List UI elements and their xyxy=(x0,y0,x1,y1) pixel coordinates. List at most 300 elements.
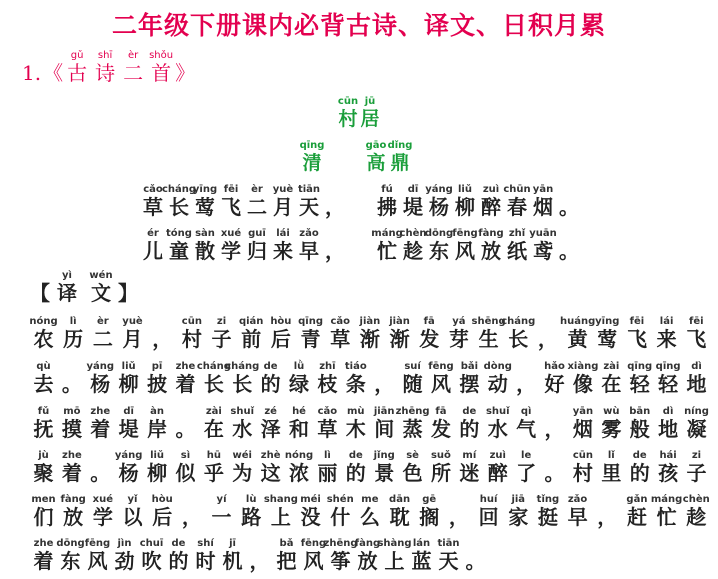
pinyin: zi xyxy=(691,450,702,461)
ruby-char xyxy=(386,316,413,350)
ruby-char xyxy=(534,494,561,528)
pinyin: liǔ xyxy=(458,184,472,195)
ruby-char xyxy=(655,450,682,484)
pinyin: zài xyxy=(603,361,620,372)
ruby-char xyxy=(218,228,244,262)
hanzi: 抚 xyxy=(33,417,54,441)
ruby-char xyxy=(371,406,398,440)
pinyin: tiān xyxy=(297,184,321,195)
pinyin: yáng xyxy=(114,450,143,461)
hanzi xyxy=(358,196,365,218)
ruby-char xyxy=(484,361,511,395)
pinyin: le xyxy=(521,450,532,461)
ruby-char xyxy=(452,184,478,218)
ruby-char xyxy=(452,228,478,262)
pinyin: yuè xyxy=(272,184,294,195)
translation-label xyxy=(30,270,138,304)
pinyin: de xyxy=(462,406,477,417)
pinyin: suí xyxy=(404,361,421,372)
pinyin: fú xyxy=(381,184,393,195)
ruby-char xyxy=(149,494,176,528)
hanzi: 在 xyxy=(203,417,224,441)
hanzi: 生 xyxy=(478,327,499,351)
ruby-char xyxy=(88,270,114,304)
ruby-char xyxy=(172,361,199,395)
ruby-char xyxy=(683,406,710,440)
hanzi: 着 xyxy=(33,549,54,573)
hanzi: 村 xyxy=(181,327,202,351)
pinyin: sàn xyxy=(195,228,215,239)
ruby-char xyxy=(598,361,625,395)
ruby-char xyxy=(513,450,540,484)
ruby-char xyxy=(408,538,435,572)
hanzi: 去 xyxy=(33,372,54,396)
ruby-char xyxy=(270,184,296,218)
ruby-char xyxy=(399,361,426,395)
pinyin: men xyxy=(31,494,56,505)
hanzi: 把 xyxy=(276,549,297,573)
ruby-char xyxy=(192,228,218,262)
pinyin: fēng xyxy=(452,228,478,239)
pinyin: nóng xyxy=(284,450,314,461)
hanzi: 柳 xyxy=(147,461,168,485)
hanzi: 醉 xyxy=(481,195,501,219)
pinyin: zhēng xyxy=(395,406,430,417)
ruby-char xyxy=(229,406,256,440)
hanzi: 像 xyxy=(572,372,593,396)
ruby-char xyxy=(238,316,265,350)
pinyin: zhī xyxy=(319,361,336,372)
ruby-char xyxy=(594,316,621,350)
pinyin: fā xyxy=(423,316,435,327)
ruby-char xyxy=(471,316,506,351)
hanzi: 着 xyxy=(90,417,111,441)
hanzi: 村 xyxy=(338,108,358,130)
hanzi: 二 xyxy=(247,195,267,219)
hanzi: 学 xyxy=(92,505,113,529)
ruby-char xyxy=(655,406,682,440)
ruby-char xyxy=(30,316,57,350)
ruby-char xyxy=(569,406,596,440)
pinyin: jiàn xyxy=(359,316,381,327)
pinyin: hái xyxy=(659,450,677,461)
punctuation xyxy=(556,184,582,218)
ruby-char xyxy=(623,316,650,350)
ruby-char xyxy=(115,450,142,484)
ruby-char xyxy=(314,450,341,484)
hanzi: 飞 xyxy=(626,327,647,351)
hanzi: 忙 xyxy=(377,239,397,263)
pinyin: cháng xyxy=(161,184,197,195)
hanzi: ， xyxy=(516,372,537,396)
pinyin: shang xyxy=(263,494,298,505)
hanzi: 筝 xyxy=(330,549,351,573)
ruby-char xyxy=(30,538,57,572)
pinyin: gē xyxy=(422,494,437,505)
hanzi: 堤 xyxy=(118,417,139,441)
ruby-char xyxy=(148,50,174,84)
pinyin: shēng xyxy=(471,316,506,327)
punctuation xyxy=(594,494,621,528)
hanzi: 长 xyxy=(232,372,253,396)
pinyin: èr xyxy=(96,316,109,327)
ruby-char xyxy=(257,361,284,395)
hanzi: 披 xyxy=(147,372,168,396)
hanzi: 趁 xyxy=(686,505,707,529)
pinyin: yuè xyxy=(122,316,143,327)
hanzi: 青 xyxy=(300,327,321,351)
hanzi: 里 xyxy=(601,461,622,485)
ruby-char xyxy=(399,450,426,484)
ruby-char xyxy=(456,450,483,484)
pinyin: bǎi xyxy=(460,361,479,372)
pinyin: qīng xyxy=(627,361,653,372)
pinyin: zǎo xyxy=(299,228,319,239)
ruby-char xyxy=(229,450,256,484)
ruby-char xyxy=(374,184,400,218)
hanzi: 后 xyxy=(270,327,291,351)
ruby-char xyxy=(57,538,84,572)
pinyin: zhe xyxy=(33,538,54,549)
ruby-char xyxy=(257,450,284,484)
hanzi: 岸 xyxy=(147,417,168,441)
ruby-char xyxy=(119,316,146,350)
poem-line-1 xyxy=(140,184,582,218)
ruby-char xyxy=(456,361,483,395)
pinyin: wén xyxy=(89,270,113,281)
hanzi: 以 xyxy=(122,505,143,529)
pinyin: huí xyxy=(479,494,498,505)
pinyin: dī xyxy=(123,406,134,417)
pinyin: àn xyxy=(150,406,164,417)
pinyin: yǐ xyxy=(127,494,138,505)
pinyin: cǎo xyxy=(143,184,163,195)
ruby-char xyxy=(144,450,171,484)
ruby-char xyxy=(435,538,462,572)
pinyin: èr xyxy=(127,50,139,61)
hanzi: 放 xyxy=(481,239,501,263)
hanzi: 飞 xyxy=(686,327,707,351)
pinyin: jī xyxy=(229,538,236,549)
pinyin: tiān xyxy=(437,538,460,549)
pinyin: qián xyxy=(238,316,264,327)
hanzi: 们 xyxy=(33,505,54,529)
pinyin: lù xyxy=(245,494,257,505)
hanzi: 放 xyxy=(357,549,378,573)
pinyin: fēi xyxy=(629,316,645,327)
hanzi: 路 xyxy=(241,505,262,529)
hanzi: 醉 xyxy=(487,461,508,485)
hanzi: ， xyxy=(537,327,558,351)
hanzi: 。 xyxy=(90,461,111,485)
hanzi: 的 xyxy=(629,461,650,485)
hanzi: ， xyxy=(325,195,345,219)
hanzi: ， xyxy=(544,417,565,441)
pinyin: lì xyxy=(323,450,331,461)
hanzi: 诗 xyxy=(95,61,116,85)
hanzi: ， xyxy=(374,372,395,396)
hanzi: 天 xyxy=(299,195,319,219)
ruby-char xyxy=(427,361,454,395)
ruby-char xyxy=(323,538,358,573)
pinyin: tiáo xyxy=(344,361,367,372)
hanzi: 上 xyxy=(384,549,405,573)
pinyin: lǐ xyxy=(607,450,615,461)
ruby-char xyxy=(342,450,369,484)
hanzi: 。 xyxy=(61,372,82,396)
hanzi: 月 xyxy=(273,195,293,219)
hanzi: ， xyxy=(325,239,345,263)
ruby-char xyxy=(87,406,114,440)
punctuation xyxy=(445,494,472,528)
hanzi: 农 xyxy=(33,327,54,351)
pinyin: cháng xyxy=(225,361,260,372)
pinyin: jū xyxy=(364,96,376,107)
hanzi: ， xyxy=(597,505,618,529)
pinyin: mō xyxy=(63,406,81,417)
pinyin: zuì xyxy=(482,184,500,195)
pinyin: zhēng xyxy=(323,538,358,549)
pinyin: hǎo xyxy=(544,361,565,372)
ruby-char xyxy=(426,184,452,218)
hanzi: 纸 xyxy=(507,239,527,263)
pinyin: zǎo xyxy=(567,494,588,505)
ruby-char xyxy=(144,406,171,440)
pinyin: yuān xyxy=(529,228,557,239)
hanzi: 么 xyxy=(359,505,380,529)
hanzi: 和 xyxy=(289,417,310,441)
ruby-char xyxy=(244,228,270,262)
hanzi: 迷 xyxy=(459,461,480,485)
pinyin: ér xyxy=(147,228,159,239)
hanzi: 童 xyxy=(169,239,189,263)
ruby-char xyxy=(297,316,324,350)
hanzi: 月 xyxy=(122,327,143,351)
hanzi: 水 xyxy=(487,417,508,441)
ruby-char xyxy=(30,361,57,395)
ruby-char xyxy=(530,228,556,262)
hanzi: 条 xyxy=(345,372,366,396)
pinyin: dān xyxy=(389,494,411,505)
translation-line-6 xyxy=(30,538,710,572)
hanzi: 蒸 xyxy=(402,417,423,441)
hanzi: 东 xyxy=(429,239,449,263)
hanzi: 子 xyxy=(686,461,707,485)
pinyin: lán xyxy=(412,538,431,549)
hanzi: 二 xyxy=(92,327,113,351)
translation-line-3 xyxy=(30,406,710,440)
ruby-char xyxy=(501,316,536,351)
pinyin: yí xyxy=(216,494,227,505)
ruby-char xyxy=(267,316,294,350)
pinyin: fàng xyxy=(354,538,381,549)
byline-gap xyxy=(324,140,364,174)
hanzi: 动 xyxy=(487,372,508,396)
ruby-char xyxy=(356,494,383,528)
ruby-char xyxy=(297,494,324,528)
pinyin: cūn xyxy=(337,96,359,107)
hanzi: 来 xyxy=(273,239,293,263)
hanzi: 古 xyxy=(67,61,88,85)
hanzi: 长 xyxy=(169,195,189,219)
hanzi: 首 xyxy=(151,61,172,85)
ruby-char xyxy=(286,406,313,440)
ruby-char xyxy=(196,361,231,396)
punctuation xyxy=(172,406,199,440)
pinyin: yīng xyxy=(192,184,218,195)
ruby-char xyxy=(30,450,57,484)
hanzi: ， xyxy=(448,505,469,529)
hanzi xyxy=(358,240,365,262)
punctuation xyxy=(534,316,561,350)
spacer xyxy=(348,228,374,262)
hanzi: 烟 xyxy=(572,417,593,441)
pinyin: wù xyxy=(603,406,620,417)
hanzi: 了 xyxy=(516,461,537,485)
pinyin: xiàng xyxy=(567,361,599,372)
ruby-char xyxy=(683,361,710,395)
ruby-char xyxy=(270,228,296,262)
pinyin: zhe xyxy=(62,450,82,461)
hanzi: 渐 xyxy=(359,327,380,351)
poem-dynasty xyxy=(300,140,324,174)
pinyin: dòng xyxy=(483,361,512,372)
pinyin: xué xyxy=(92,494,114,505)
hanzi: 。 xyxy=(544,461,565,485)
ruby-char xyxy=(161,184,197,219)
hanzi: 的 xyxy=(459,417,480,441)
ruby-char xyxy=(484,450,511,484)
pinyin: èr xyxy=(251,184,263,195)
hanzi: 浓 xyxy=(289,461,310,485)
hanzi: 早 xyxy=(567,505,588,529)
pinyin: dōng xyxy=(424,228,454,239)
hanzi: 杨 xyxy=(118,461,139,485)
hanzi: 轻 xyxy=(629,372,650,396)
hanzi: 气 xyxy=(516,417,537,441)
ruby-char xyxy=(200,406,227,440)
ruby-char xyxy=(89,494,116,528)
hanzi: 孩 xyxy=(658,461,679,485)
ruby-char xyxy=(400,184,426,218)
ruby-char xyxy=(623,494,650,528)
pinyin: shǒu xyxy=(149,50,174,61)
hanzi: 来 xyxy=(656,327,677,351)
pinyin: shén xyxy=(326,494,354,505)
ruby-char xyxy=(286,450,313,484)
hanzi: 鼎 xyxy=(390,152,410,174)
hanzi: 回 xyxy=(478,505,499,529)
pinyin: shī xyxy=(97,50,113,61)
ruby-char xyxy=(567,361,599,396)
ruby-char xyxy=(218,184,244,218)
pinyin: me xyxy=(361,494,379,505)
section-title xyxy=(63,50,175,84)
ruby-char xyxy=(166,228,192,262)
hanzi: 为 xyxy=(232,461,253,485)
pinyin: gāo xyxy=(365,140,387,151)
ruby-char xyxy=(650,494,683,529)
ruby-char xyxy=(208,494,235,528)
hanzi: 风 xyxy=(303,549,324,573)
hanzi: 杨 xyxy=(429,195,449,219)
hanzi: 赶 xyxy=(626,505,647,529)
punctuation xyxy=(149,316,176,350)
ruby-char xyxy=(54,270,80,304)
page-title: 二年级下册课内必背古诗、译文、日积月累 xyxy=(111,11,606,40)
pinyin: jǐng xyxy=(373,450,395,461)
ruby-char xyxy=(225,361,260,396)
pinyin: de xyxy=(348,450,363,461)
pinyin: dī xyxy=(407,184,419,195)
pinyin: cūn xyxy=(181,316,202,327)
ruby-char xyxy=(273,538,300,572)
ruby-char xyxy=(208,316,235,350)
ruby-char xyxy=(626,406,653,440)
hanzi: 发 xyxy=(419,327,440,351)
ruby-char xyxy=(30,494,57,528)
ruby-char xyxy=(58,406,85,440)
hanzi: 泽 xyxy=(260,417,281,441)
hanzi: 摸 xyxy=(61,417,82,441)
section-number: 1. xyxy=(22,61,42,85)
pinyin: shàng xyxy=(377,538,412,549)
pinyin: cháng xyxy=(501,316,536,327)
spacer xyxy=(348,184,374,218)
hanzi: 没 xyxy=(300,505,321,529)
ruby-char xyxy=(244,184,270,218)
pinyin: lái xyxy=(659,316,674,327)
pinyin: shuǐ xyxy=(485,406,510,417)
pinyin: fàng xyxy=(478,228,504,239)
pinyin: zhè xyxy=(260,450,281,461)
hanzi: 草 xyxy=(143,195,163,219)
hanzi: 地 xyxy=(658,417,679,441)
pinyin: yá xyxy=(452,316,466,327)
hanzi: 历 xyxy=(63,327,84,351)
ruby-char xyxy=(87,361,114,395)
ruby-char xyxy=(111,538,138,572)
hanzi: 拂 xyxy=(377,195,397,219)
pinyin: cūn xyxy=(572,450,593,461)
pinyin: lái xyxy=(276,228,290,239)
ruby-char xyxy=(200,450,227,484)
pinyin: hòu xyxy=(151,494,173,505)
hanzi: 莺 xyxy=(195,195,215,219)
section-heading xyxy=(22,50,195,84)
pinyin: fēng xyxy=(428,361,454,372)
hanzi: 般 xyxy=(629,417,650,441)
hanzi: 的 xyxy=(168,549,189,573)
pinyin: fǔ xyxy=(37,406,50,417)
hanzi: 堤 xyxy=(403,195,423,219)
punctuation xyxy=(513,361,540,395)
hanzi: 柳 xyxy=(455,195,475,219)
ruby-char xyxy=(364,140,388,174)
hanzi: 枝 xyxy=(317,372,338,396)
pinyin: mí xyxy=(462,450,477,461)
hanzi: 渐 xyxy=(389,327,410,351)
pinyin: yān xyxy=(532,184,554,195)
hanzi: 风 xyxy=(430,372,451,396)
hanzi: 散 xyxy=(195,239,215,263)
ruby-char xyxy=(172,450,199,484)
ruby-char xyxy=(541,361,568,395)
hanzi: 莺 xyxy=(597,327,618,351)
ruby-char xyxy=(416,316,443,350)
pinyin: jiān xyxy=(373,406,395,417)
pinyin: dōng xyxy=(56,538,85,549)
